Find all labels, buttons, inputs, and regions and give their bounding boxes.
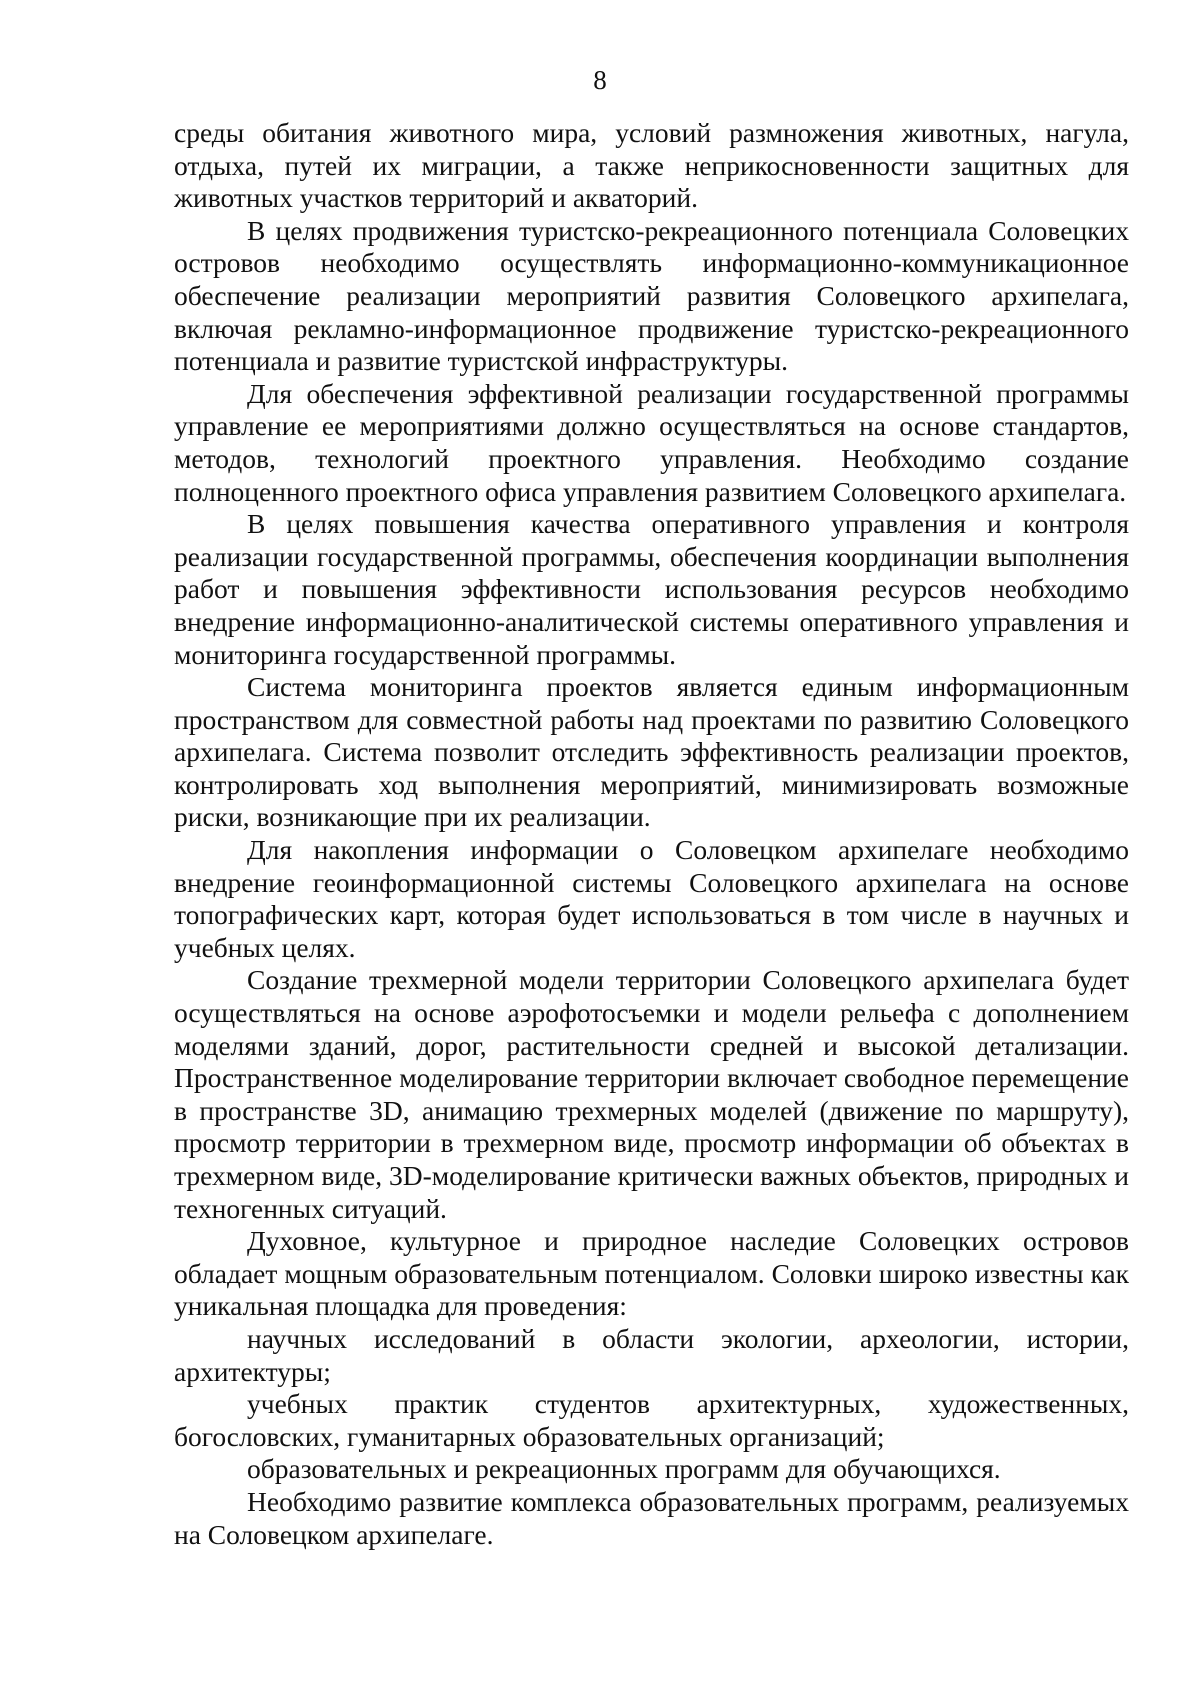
document-body xyxy=(174,117,1129,1551)
list-item-programs: образовательных и рекреационных программ для обучающихся. xyxy=(247,1453,1001,1485)
paragraph-educational-potential: Духовное, культурное и природное наследие Соловецких островов обладает мощным образовательным потенциалом. Соловки широко известны как уникальная площадка для проведения: xyxy=(174,1225,1129,1322)
paragraph-continuation: среды обитания животного мира, условий размножения животных, нагула, отдыха, путей их миграции, а также неприкосновенности защитных для животных участков территорий и акваторий. xyxy=(174,117,1129,214)
paragraph-gis: Для накопления информации о Соловецком архипелаге необходимо внедрение геоинформационной системы Соловецкого архипелага на основе топографических карт, которая будет использоваться в том числе в научных и учебных целях. xyxy=(174,834,1129,963)
paragraph-project-office: Для обеспечения эффективной реализации государственной программы управление ее мероприятиями должно осуществляться на основе стандартов, методов, технологий проектного управления. Необходимо создание полноценного проектного офиса управления развитием Соловецкого архипелага. xyxy=(174,377,1129,507)
paragraph-monitoring-system: Система мониторинга проектов является единым информационным пространством для совместной работы над проектами по развитию Соловецкого архипелага. Система позволит отследить эффективность реализации проектов, контролировать ход выполнения мероприятий, минимизировать возможные риски, возникающие при их реализации. xyxy=(174,671,1129,833)
page-number: 8 xyxy=(593,65,607,95)
list-item-research: научных исследований в области экологии, археологии, истории, архитектуры; xyxy=(174,1322,1129,1387)
list-item-student-practice: учебных практик студентов архитектурных, художественных, богословских, гуманитарных образовательных организаций; xyxy=(174,1388,1129,1452)
paragraph-information-system: В целях повышения качества оперативного управления и контроля реализации государственной программы, обеспечения координации выполнения работ и повышения эффективности использования ресурсов необходимо внедрение информационно-аналитической системы оперативного управления и мониторинга государственной программы. xyxy=(174,508,1129,670)
paragraph-tourism-promotion: В целях продвижения туристско-рекреационного потенциала Соловецких островов необходимо осуществлять информационно-коммуникационное обеспечение реализации мероприятий развития Соловецкого архипелага, включая рекламно-информационное продвижение туристско-рекреационного потенциала и развитие туристской инфраструктуры. xyxy=(174,214,1129,377)
paragraph-conclusion: Необходимо развитие комплекса образовательных программ, реализуемых на Соловецком архипелаге. xyxy=(174,1485,1129,1550)
paragraph-3d-model: Создание трехмерной модели территории Соловецкого архипелага будет осуществляться на основе аэрофотосъемки и модели рельефа с дополнением моделями зданий, дорог, растительности средней и высокой детализации. Пространственное моделирование территории включает свободное перемещение в пространстве 3D, анимацию трехмерных моделей (движение по маршруту), просмотр территории в трехмерном виде, просмотр информации об объектах в трехмерном виде, 3D-моделирование критически важных объектов, природных и техногенных ситуаций. xyxy=(174,964,1129,1224)
